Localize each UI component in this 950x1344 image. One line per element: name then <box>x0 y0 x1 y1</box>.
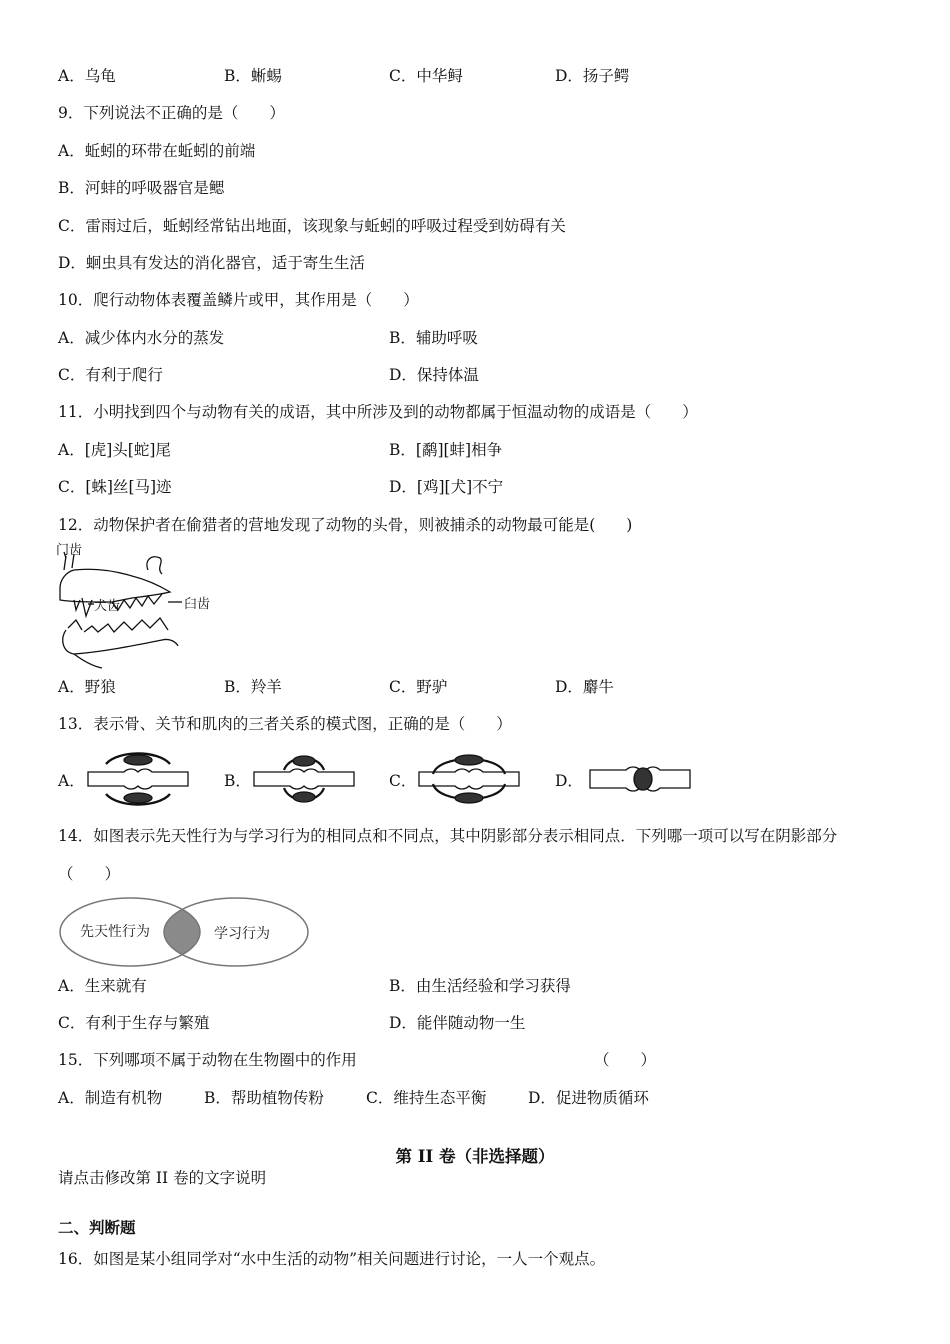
q14-option-d: D．能伴随动物一生 <box>389 1014 526 1032</box>
q14-option-c: C．有利于生存与繁殖 <box>58 1014 210 1032</box>
q8-option-c: C．中华鲟 <box>389 67 463 85</box>
q8-option-d: D．扬子鳄 <box>555 67 630 85</box>
skull-teeth-figure <box>52 540 222 668</box>
joint-diagram-b <box>254 754 354 804</box>
q9-option-c: C．雷雨过后，蚯蚓经常钻出地面，该现象与蚯蚓的呼吸过程受到妨碍有关 <box>58 217 566 235</box>
q13-stem: 13．表示骨、关节和肌肉的三者关系的模式图，正确的是（ ） <box>58 715 512 733</box>
q12-stem: 12．动物保护者在偷猎者的营地发现了动物的头骨，则被捕杀的动物最可能是( ) <box>58 516 633 534</box>
q15-option-d: D．促进物质循环 <box>528 1089 649 1107</box>
q15-stem: 15．下列哪项不属于动物在生物圈中的作用 <box>58 1051 357 1069</box>
q13-option-a: A． <box>58 772 85 790</box>
q10-option-a: A．减少体内水分的蒸发 <box>58 329 225 347</box>
q12-option-a: A．野狼 <box>58 678 116 696</box>
venn-right-label: 学习行为 <box>214 926 270 942</box>
q10-stem: 10．爬行动物体表覆盖鳞片或甲，其作用是（ ） <box>58 291 419 309</box>
q14-stem: 14．如图表示先天性行为与学习行为的相同点和不同点，其中阴影部分表示相同点．下列哪一项可以写在阴影部分 <box>58 827 838 845</box>
q8-option-a: A．乌龟 <box>58 67 116 85</box>
part2-note: 请点击修改第 II 卷的文字说明 <box>58 1169 267 1187</box>
joint-diagram-a <box>88 754 188 804</box>
q14-option-a: A．生来就有 <box>58 977 147 995</box>
q11-option-b: B．[鹬][蚌]相争 <box>389 441 503 459</box>
q15-option-a: A．制造有机物 <box>58 1089 163 1107</box>
q16-stem: 16．如图是某小组同学对“水中生活的动物”相关问题进行讨论，一人一个观点。 <box>58 1250 606 1268</box>
q9-option-b: B．河蚌的呼吸器官是鳃 <box>58 179 225 197</box>
section-heading: 二、判断题 <box>58 1218 136 1237</box>
q11-stem: 11．小明找到四个与动物有关的成语，其中所涉及到的动物都属于恒温动物的成语是（ ） <box>58 403 698 421</box>
q13-option-c: C． <box>389 772 417 790</box>
q9-option-d: D．蛔虫具有发达的消化器官，适于寄生生活 <box>58 254 365 272</box>
q10-option-d: D．保持体温 <box>389 366 479 384</box>
part2-title: 第 II 卷（非选择题） <box>395 1147 555 1166</box>
q12-option-b: B．羚羊 <box>224 678 282 696</box>
q11-option-a: A．[虎]头[蛇]尾 <box>58 441 171 459</box>
q15-option-c: C．维持生态平衡 <box>366 1089 487 1107</box>
label-canine: 犬齿 <box>94 599 121 614</box>
q10-option-b: B．辅助呼吸 <box>389 329 478 347</box>
q14-stem-continued: （ ） <box>58 865 121 883</box>
q13-option-d: D． <box>555 772 583 790</box>
q10-option-c: C．有利于爬行 <box>58 366 163 384</box>
label-incisor: 门齿 <box>56 543 83 558</box>
venn-diagram <box>58 896 310 968</box>
venn-left-label: 先天性行为 <box>80 924 150 940</box>
q13-option-b: B． <box>224 772 251 790</box>
q9-option-a: A．蚯蚓的环带在蚯蚓的前端 <box>58 142 256 160</box>
q15-blank: （ ） <box>594 1051 657 1069</box>
label-molar: 臼齿 <box>184 597 211 612</box>
q14-option-b: B．由生活经验和学习获得 <box>389 977 571 995</box>
q11-option-c: C．[蛛]丝[马]迹 <box>58 478 172 496</box>
joint-diagram-d <box>590 754 690 804</box>
joint-diagram-c <box>419 754 519 804</box>
q15-option-b: B．帮助植物传粉 <box>204 1089 324 1107</box>
q12-option-c: C．野驴 <box>389 678 448 696</box>
q12-option-d: D．麝牛 <box>555 678 614 696</box>
q11-option-d: D．[鸡][犬]不宁 <box>389 478 504 496</box>
q9-stem: 9．下列说法不正确的是（ ） <box>58 104 285 122</box>
q8-option-b: B．蜥蜴 <box>224 67 282 85</box>
